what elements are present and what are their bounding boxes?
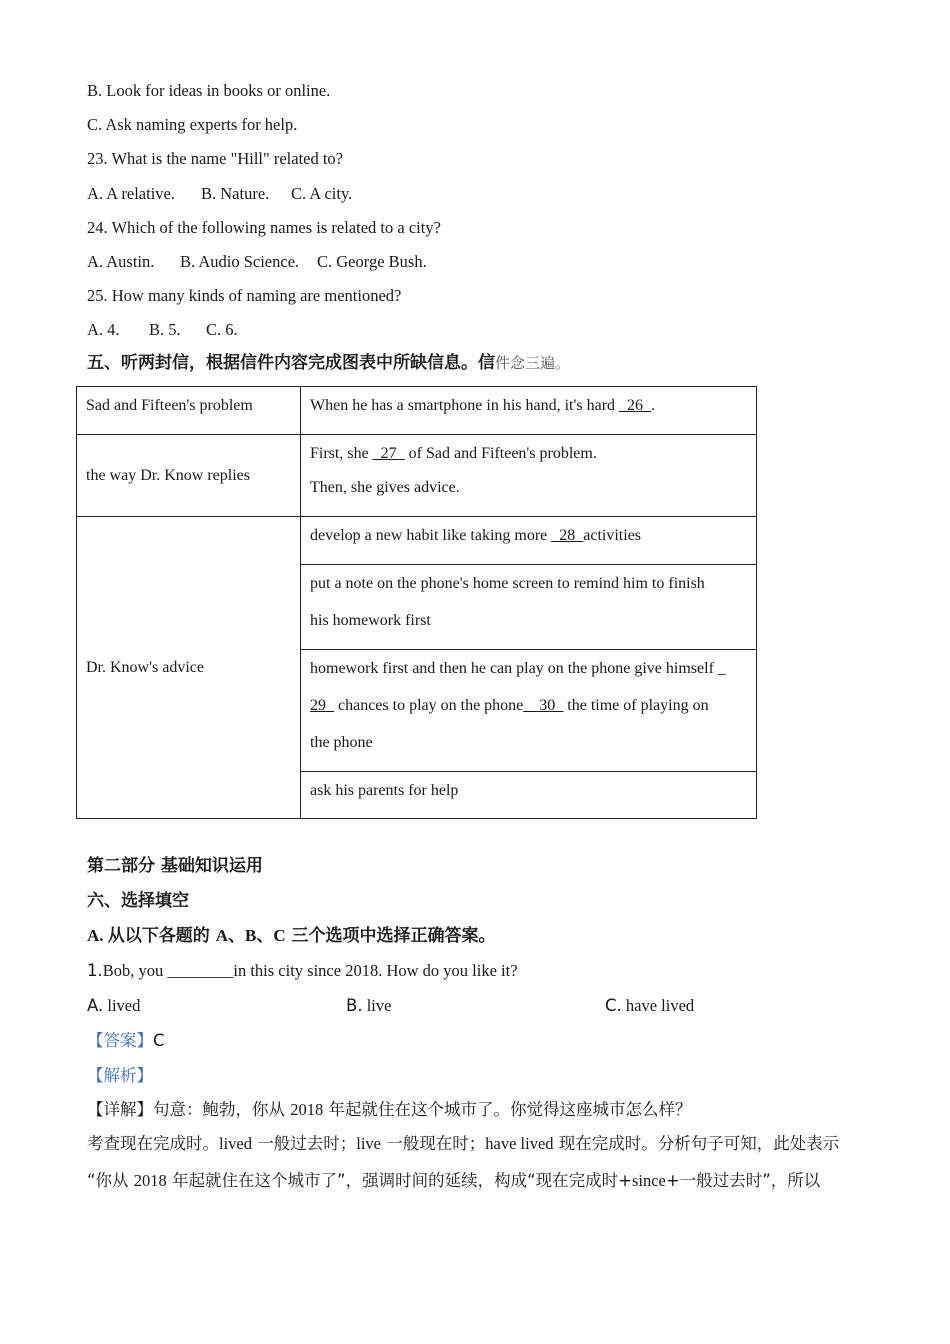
question-25: 25. How many kinds of naming are mentioned? — [87, 286, 402, 305]
blank-28: _28_ — [551, 527, 584, 544]
blank-27: _27_ — [372, 445, 405, 462]
instruction-a — [87, 926, 496, 946]
cell-text: activities — [583, 527, 642, 544]
table-cell — [77, 387, 301, 435]
row-label: Sad and Fifteen's problem — [86, 397, 253, 414]
options-24 — [87, 252, 427, 272]
option-c: C. A city. — [291, 184, 353, 203]
cell-text: Then, she gives advice. — [310, 479, 460, 496]
cell-text: When he has a smartphone in his hand, it's hard — [310, 397, 620, 414]
option-b: B. 5. — [149, 320, 181, 339]
explanation-text: 2018 — [133, 1171, 167, 1190]
cell-text: put a note on the phone's home screen to remind him to finish — [310, 575, 705, 592]
question-1 — [87, 961, 518, 981]
explanation-text: have lived — [485, 1134, 554, 1153]
cell-text: the phone — [310, 734, 373, 751]
option-a: A. 4. — [87, 320, 120, 339]
answer-label: 【答案】 — [87, 1031, 153, 1050]
explanation-text: 一般过去时； — [252, 1134, 357, 1153]
table-cell — [301, 387, 757, 435]
explanation-line-1 — [87, 1134, 839, 1154]
answer-line — [87, 1031, 165, 1051]
choice-c — [605, 996, 694, 1016]
explanation-text: 考查现在完成时。 — [87, 1134, 219, 1153]
instruction-text: 从以下各题的 — [107, 926, 216, 946]
cell-text: his homework first — [310, 612, 431, 629]
instruction-text: 三个选项中选择正确答案。 — [285, 926, 496, 946]
cell-text: the time of playing on — [563, 697, 709, 714]
section-6-heading: 六、选择填空 — [87, 891, 189, 911]
table-cell — [301, 435, 757, 517]
choice-letter: C. — [605, 996, 622, 1015]
detail-text: 年起就住在这个城市了。你觉得这座城市怎么样？ — [323, 1100, 692, 1119]
table-cell — [301, 565, 757, 650]
option-line: B. Look for ideas in books or online. — [87, 81, 331, 100]
options-23 — [87, 184, 352, 204]
choice-letter: B. — [346, 996, 363, 1015]
info-table — [76, 386, 757, 819]
option-a: A. A relative. — [87, 184, 175, 203]
choice-b — [346, 996, 391, 1016]
table-row — [77, 435, 757, 517]
explanation-text: +一般过去时”，所以 — [665, 1171, 821, 1190]
choice-text: lived — [103, 996, 141, 1015]
explanation-text: live — [356, 1134, 381, 1153]
explanation-text: 年起就住在这个城市了”，强调时间的延续，构成“现在完成时+ — [166, 1171, 632, 1190]
question-1-choices — [87, 996, 787, 1018]
options-25 — [87, 320, 238, 340]
table-row — [77, 387, 757, 435]
question-24: 24. Which of the following names is related to a city? — [87, 218, 441, 237]
heading-tail: 件念三遍。 — [495, 354, 571, 372]
table-cell — [301, 650, 757, 772]
instruction-text: A. — [87, 926, 108, 945]
blank-26: _26_ — [619, 397, 652, 414]
question-number: 1. — [87, 961, 103, 980]
option-b: B. Nature. — [201, 184, 270, 203]
explanation-text: “你从 — [87, 1171, 134, 1190]
option-c: C. George Bush. — [317, 252, 427, 271]
blank-29: 29_ — [310, 697, 334, 714]
table-row — [77, 517, 757, 565]
detail-line — [87, 1100, 692, 1120]
detail-label: 【详解】 — [87, 1100, 153, 1119]
answer-value: C — [153, 1031, 165, 1050]
option-line: C. Ask naming experts for help. — [87, 115, 298, 134]
cell-text: of Sad and Fifteen's problem. — [404, 445, 597, 462]
detail-text: 句意：鲍勃，你从 — [153, 1100, 291, 1119]
part-2-title: 第二部分 基础知识运用 — [87, 856, 263, 876]
option-b: B. Audio Science. — [180, 252, 300, 271]
table-cell — [301, 517, 757, 565]
row-label: Dr. Know's advice — [86, 658, 204, 676]
choice-text: have lived — [621, 996, 695, 1015]
cell-text: First, she — [310, 445, 373, 462]
explanation-text: lived — [219, 1134, 252, 1153]
cell-text: ask his parents for help — [310, 782, 459, 799]
option-a: A. Austin. — [87, 252, 155, 271]
table-cell — [301, 772, 757, 819]
instruction-text: A、B、C — [215, 926, 286, 945]
question-text: Bob, you ________in this city since 2018. How do you like it? — [102, 961, 518, 980]
choice-a — [87, 996, 140, 1016]
cell-text: develop a new habit like taking more — [310, 527, 552, 544]
cell-text: . — [651, 397, 656, 414]
explanation-text: since — [631, 1171, 666, 1190]
explanation-line-2 — [87, 1171, 820, 1191]
question-23: 23. What is the name "Hill" related to? — [87, 149, 344, 168]
option-c: C. 6. — [206, 320, 238, 339]
detail-text: 2018 — [290, 1100, 324, 1119]
section-5-heading — [87, 353, 570, 373]
table-cell — [77, 435, 301, 517]
analysis-label: 【解析】 — [87, 1066, 153, 1085]
row-label: the way Dr. Know replies — [86, 466, 250, 484]
cell-text: chances to play on the phone — [334, 697, 524, 714]
table-cell — [77, 517, 301, 819]
explanation-text: 现在完成时。分析句子可知，此处表示 — [553, 1134, 840, 1153]
heading-text: 五、听两封信，根据信件内容完成图表中所缺信息。信 — [87, 353, 495, 373]
choice-text: live — [362, 996, 392, 1015]
choice-letter: A. — [87, 996, 104, 1015]
blank-30: __30_ — [523, 697, 564, 714]
cell-text: homework first and then he can play on the phone give himself _ — [310, 660, 726, 677]
explanation-text: 一般现在时； — [381, 1134, 486, 1153]
